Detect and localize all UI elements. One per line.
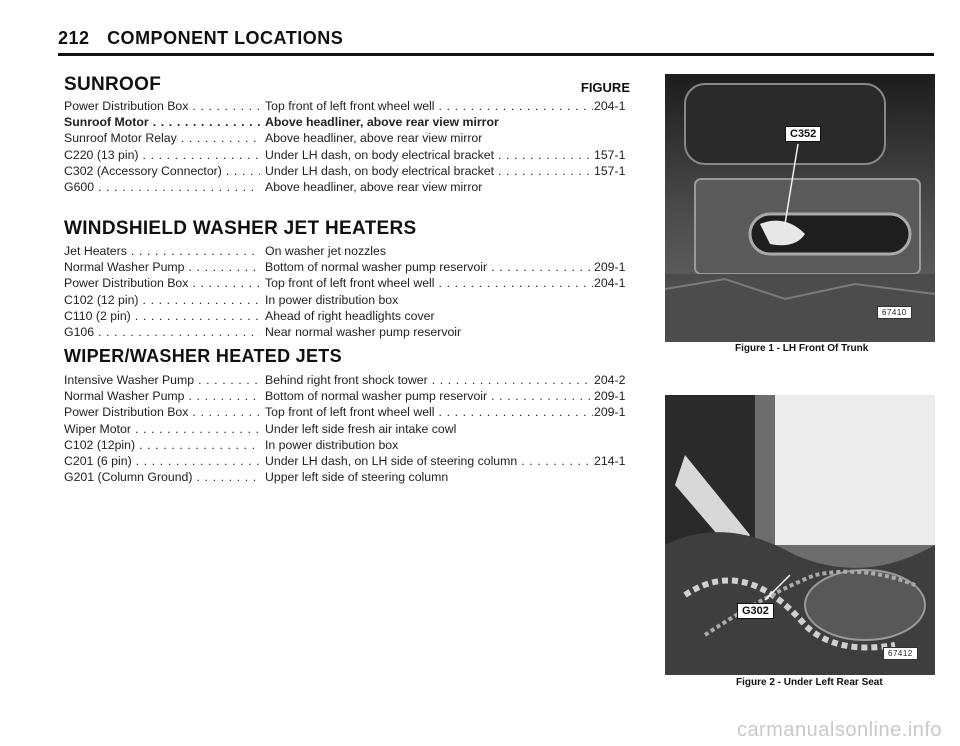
section-title-windshield-washer: WINDSHIELD WASHER JET HEATERS <box>64 218 417 239</box>
table-row <box>64 130 644 146</box>
rear-seat-photo-illustration <box>665 395 935 675</box>
component-name: Power Distribution Box . . . <box>64 275 260 291</box>
component-name: C302 (Accessory Connector) . . . <box>64 163 260 179</box>
component-location: Upper left side of steering column <box>265 470 449 485</box>
figure-column-header: FIGURE <box>580 80 630 95</box>
table-row <box>64 243 644 259</box>
figure-2-photo-number: 67412 <box>883 647 918 660</box>
page-title: COMPONENT LOCATIONS <box>107 28 344 48</box>
component-location: On washer jet nozzles <box>265 244 386 258</box>
table-row <box>64 179 644 195</box>
table-row <box>64 469 644 485</box>
component-location: In power distribution box <box>265 292 399 307</box>
component-name: Sunroof Motor . . . <box>64 114 260 130</box>
component-name: C110 (2 pin) . . . <box>64 308 260 324</box>
component-name: C201 (6 pin) . . . <box>64 453 260 469</box>
table-row <box>64 421 644 437</box>
figure-ref: 214-1 <box>594 453 626 468</box>
table-row <box>64 292 644 308</box>
figure-ref: 157-1 <box>594 163 626 178</box>
component-name: C102 (12pin) . . . <box>64 437 260 453</box>
figure-2-callout: G302 <box>737 603 774 619</box>
component-location: Ahead of right headlights cover <box>265 308 435 323</box>
component-location: Top front of left front wheel well . . . <box>265 275 593 291</box>
section-title-sunroof: SUNROOF <box>64 74 162 95</box>
figure-1-photo-number: 67410 <box>877 306 912 319</box>
component-name: G106 . . . <box>64 324 260 340</box>
table-row <box>64 98 644 114</box>
component-name: G600 . . . <box>64 179 260 195</box>
component-location: Under LH dash, on LH side of steering column . . . <box>265 453 593 469</box>
page-number: 212 <box>58 28 90 48</box>
figure-ref: 209-1 <box>594 389 626 404</box>
component-location: Near normal washer pump reservoir <box>265 324 462 339</box>
table-row <box>64 259 644 275</box>
watermark: carmanualsonline.info <box>736 719 942 741</box>
figure-2-caption: Figure 2 - Under Left Rear Seat <box>736 677 883 688</box>
table-row <box>64 453 644 469</box>
page-header <box>58 28 343 49</box>
component-location: Behind right front shock tower . . . <box>265 372 593 388</box>
component-location: Under LH dash, on body electrical bracket . . . <box>265 163 593 179</box>
component-name: Normal Washer Pump . . . <box>64 259 260 275</box>
figure-2-photo <box>665 395 935 675</box>
component-location: Under LH dash, on body electrical bracket . . . <box>265 147 593 163</box>
figure-1-caption: Figure 1 - LH Front Of Trunk <box>735 343 869 354</box>
trunk-photo-illustration <box>665 74 935 342</box>
figure-ref: 157-1 <box>594 147 626 162</box>
figure-ref: 209-1 <box>594 260 626 275</box>
section-title-wiper-washer: WIPER/WASHER HEATED JETS <box>64 346 342 366</box>
table-row <box>64 388 644 404</box>
component-name: Wiper Motor . . . <box>64 421 260 437</box>
component-location: Above headliner, above rear view mirror <box>265 115 499 130</box>
figure-ref: 204-2 <box>594 373 626 387</box>
component-name: Power Distribution Box . . . <box>64 404 260 420</box>
component-location: Above headliner, above rear view mirror <box>265 179 483 194</box>
component-location: Bottom of normal washer pump reservoir . . . <box>265 388 593 404</box>
figure-1-callout: C352 <box>785 126 821 142</box>
section-rows-windshield-washer <box>64 243 644 340</box>
component-location: Top front of left front wheel well . . . <box>265 404 593 420</box>
table-row <box>64 275 644 291</box>
figure-1-photo <box>665 74 935 342</box>
component-name: Intensive Washer Pump . . . <box>64 372 260 388</box>
component-location: Under left side fresh air intake cowl <box>265 421 457 436</box>
table-row <box>64 147 644 163</box>
table-row <box>64 324 644 340</box>
figure-ref: 204-1 <box>594 99 626 113</box>
section-rows-wiper-washer <box>64 372 644 485</box>
component-name: Power Distribution Box . . . <box>64 98 260 114</box>
component-location: In power distribution box <box>265 437 399 452</box>
figure-ref: 209-1 <box>594 405 626 420</box>
table-row <box>64 437 644 453</box>
header-rule <box>58 53 934 56</box>
component-location: Above headliner, above rear view mirror <box>265 131 483 146</box>
component-name: Sunroof Motor Relay . . . <box>64 130 260 146</box>
component-name: C102 (12 pin) . . . <box>64 292 260 308</box>
table-row <box>64 308 644 324</box>
figure-ref: 204-1 <box>594 276 626 291</box>
table-row <box>64 372 644 388</box>
component-name: G201 (Column Ground) . . . <box>64 469 260 485</box>
table-row <box>64 404 644 420</box>
component-name: C220 (13 pin) . . . <box>64 147 260 163</box>
component-location: Top front of left front wheel well . . . <box>265 98 593 114</box>
table-row <box>64 114 644 130</box>
component-location: Bottom of normal washer pump reservoir . . . <box>265 259 593 275</box>
component-name: Normal Washer Pump . . . <box>64 388 260 404</box>
component-name: Jet Heaters . . . <box>64 243 260 259</box>
table-row <box>64 163 644 179</box>
section-rows-sunroof <box>64 98 644 195</box>
